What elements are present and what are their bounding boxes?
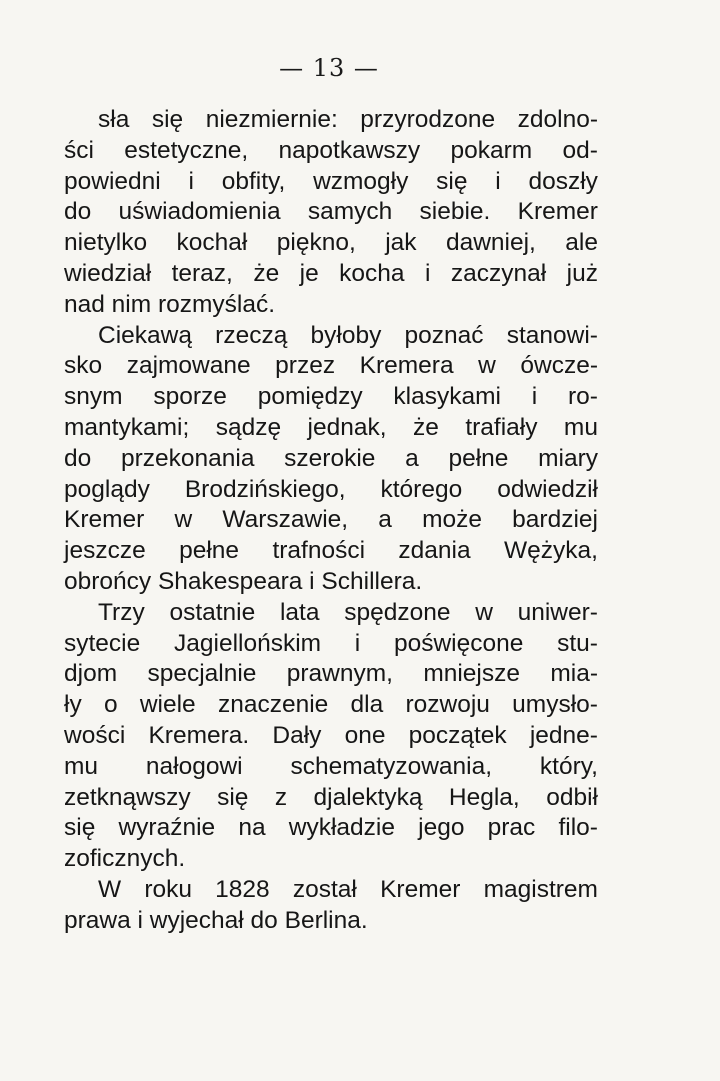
text-line: ły o wiele znaczenie dla rozwoju umysło-	[64, 691, 598, 719]
text-line: prawa i wyjechał do Berlina.	[64, 906, 368, 934]
text-line: zetknąwszy się z djalektyką Hegla, odbił	[64, 783, 598, 811]
paragraph	[64, 321, 598, 598]
text-line: nad nim rozmyślać.	[64, 290, 276, 318]
text-line: sła się niezmiernie: przyrodzone zdolno-	[98, 106, 598, 133]
text-line: obrońcy Shakespeara i Schillera.	[64, 567, 423, 595]
text-line: poglądy Brodzińskiego, którego odwiedził	[64, 475, 598, 503]
text-line: nietylko kochał piękno, jak dawniej, ale	[64, 229, 598, 257]
text-line: sko zajmowane przez Kremera w ówcze-	[64, 352, 598, 380]
text-line: się wyraźnie na wykładzie jego prac filo-	[64, 814, 598, 842]
text-line: zoficznych.	[64, 845, 186, 873]
paragraph	[64, 875, 598, 937]
text-line: snym sporze pomiędzy klasykami i ro-	[64, 383, 598, 411]
text-line: wiedział teraz, że je kocha i zaczynał już	[64, 259, 598, 287]
text-line: Ciekawą rzeczą byłoby poznać stanowi-	[98, 321, 598, 349]
text-line: wości Kremera. Dały one początek jedne-	[64, 721, 598, 749]
page-number: — 13 —	[279, 54, 379, 82]
paragraph	[64, 105, 598, 321]
text-line: mantykami; sądzę jednak, że trafiały mu	[64, 413, 598, 441]
paragraph	[64, 598, 598, 875]
text-line: W roku 1828 został Kremer magistrem	[98, 875, 598, 903]
text-line: Kremer w Warszawie, a może bardziej	[64, 506, 598, 534]
text-line: ści estetyczne, napotkawszy pokarm od-	[64, 136, 598, 164]
text-line: djom specjalnie prawnym, mniejsze mia-	[64, 660, 598, 688]
body-text	[64, 105, 598, 937]
text-line: jeszcze pełne trafności zdania Wężyka,	[64, 537, 598, 565]
text-line: do przekonania szerokie a pełne miary	[64, 444, 598, 472]
text-line: Trzy ostatnie lata spędzone w uniwer-	[98, 598, 598, 626]
text-line: sytecie Jagiellońskim i poświęcone stu-	[64, 629, 598, 657]
text-line: do uświadomienia samych siebie. Kremer	[64, 198, 598, 226]
text-line: mu nałogowi schematyzowania, który,	[64, 752, 598, 780]
text-line: powiedni i obfity, wzmogły się i doszły	[64, 167, 598, 195]
